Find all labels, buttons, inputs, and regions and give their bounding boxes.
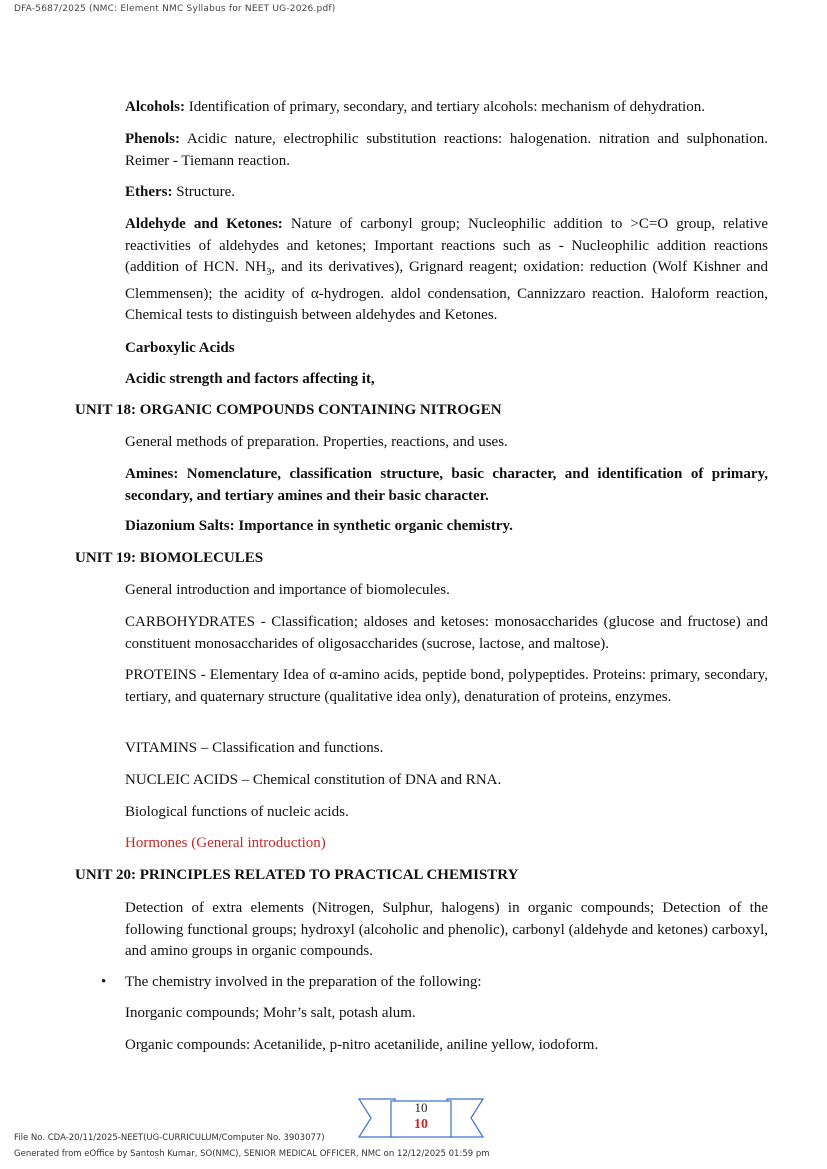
biological-functions-paragraph: Biological functions of nucleic acids. — [125, 804, 349, 820]
acidic-strength-heading — [125, 369, 768, 391]
amines-text: Amines: Nomenclature, classification structure, basic character, and identification of primary, secondary, and tertiary amines and their basic character. — [125, 466, 768, 504]
phenols-label: Phenols: — [125, 131, 181, 147]
aldehyde-label: Aldehyde and Ketones: — [125, 216, 283, 232]
unit-20-title: UNIT 20: PRINCIPLES RELATED TO PRACTICAL CHEMISTRY — [75, 867, 519, 883]
hormones-paragraph: Hormones (General introduction) — [125, 835, 326, 851]
detection-paragraph: Detection of extra elements (Nitrogen, Sulphur, halogens) in organic compounds; Detection of the following functional groups; hydroxyl (alcoholic and phenolic), carbonyl (aldehyde and ketones) carboxyl, and amino groups in organic compounds. — [125, 900, 768, 959]
page-number-badge — [357, 1097, 485, 1141]
page-number-top: 10 — [414, 1100, 428, 1115]
phenols-paragraph — [125, 129, 768, 172]
footer-file-no: File No. CDA-20/11/2025-NEET(UG-CURRICULUM/Computer No. 3903077) — [14, 1133, 325, 1143]
footer-generated: Generated from eOffice by Santosh Kumar, SO(NMC), SENIOR MEDICAL OFFICER, NMC on 12/12/2025 01:59 pm — [14, 1149, 490, 1159]
alcohols-text: Identification of primary, secondary, and tertiary alcohols: mechanism of dehydration. — [185, 99, 705, 115]
ethers-paragraph — [125, 182, 768, 204]
inorganic-compounds-paragraph: Inorganic compounds; Mohr’s salt, potash alum. — [125, 1005, 416, 1021]
alcohols-paragraph — [125, 97, 768, 119]
diazonium-paragraph — [125, 516, 768, 538]
document-header: DFA-5687/2025 (NMC: Element NMC Syllabus for NEET UG-2026.pdf) — [14, 4, 336, 14]
diazonium-text: Diazonium Salts: Importance in synthetic organic chemistry. — [125, 518, 513, 534]
unit-19-title: UNIT 19: BIOMOLECULES — [75, 550, 264, 566]
organic-compounds-paragraph: Organic compounds: Acetanilide, p-nitro acetanilide, aniline yellow, iodoform. — [125, 1037, 599, 1053]
page-number-bottom: 10 — [414, 1117, 428, 1132]
unit-18-general: General methods of preparation. Properties, reactions, and uses. — [125, 434, 508, 450]
proteins-paragraph: PROTEINS - Elementary Idea of α-amino acids, peptide bond, polypeptides. Proteins: primary, secondary, tertiary, and quaternary structure (qualitative idea only), denaturation of proteins, enzymes. — [125, 667, 768, 705]
phenols-text: Acidic nature, electrophilic substitution reactions: halogenation. nitration and sulphonation. Reimer - Tiemann reaction. — [125, 131, 768, 169]
aldehyde-ketones-paragraph — [125, 214, 768, 327]
ethers-text: Structure. — [172, 184, 235, 200]
biomolecules-intro: General introduction and importance of biomolecules. — [125, 582, 450, 598]
alcohols-label: Alcohols: — [125, 99, 185, 115]
aldehyde-text-2: , and its derivatives), Grignard reagent; oxidation: reduction (Wolf Kishner and Clemmensen); the acidity of α-hydrogen. aldol condensation, Cannizzaro reaction. Haloform reaction, Chemical tests to distinguish between aldehydes and Ketones. — [125, 259, 768, 323]
nh3-subscript: 3 — [266, 267, 272, 278]
acidic-strength-label: Acidic strength and factors affecting it, — [125, 371, 375, 387]
preparation-bullet-text: The chemistry involved in the preparation of the following: — [125, 974, 482, 990]
amines-paragraph — [125, 464, 768, 507]
unit-18-title: UNIT 18: ORGANIC COMPOUNDS CONTAINING NITROGEN — [75, 402, 502, 418]
bullet-icon: • — [101, 974, 107, 990]
nucleic-acids-paragraph: NUCLEIC ACIDS – Chemical constitution of DNA and RNA. — [125, 772, 502, 788]
carbohydrates-paragraph: CARBOHYDRATES - Classification; aldoses and ketoses: monosaccharides (glucose and fructose) and constituent monosaccharides of oligosaccharides (sucrose, lactose, and maltose). — [125, 614, 768, 652]
ethers-label: Ethers: — [125, 184, 173, 200]
carboxylic-acids-heading — [125, 338, 768, 360]
carboxylic-label: Carboxylic Acids — [125, 340, 235, 356]
vitamins-paragraph: VITAMINS – Classification and functions. — [125, 740, 384, 756]
aldehyde-text-1: Nature of carbonyl group; Nucleophilic addition to >C=O group, relative reactivities of aldehydes and ketones; Important reactions such as - Nucleophilic addition reactions (addition of HCN. NH — [125, 216, 768, 275]
